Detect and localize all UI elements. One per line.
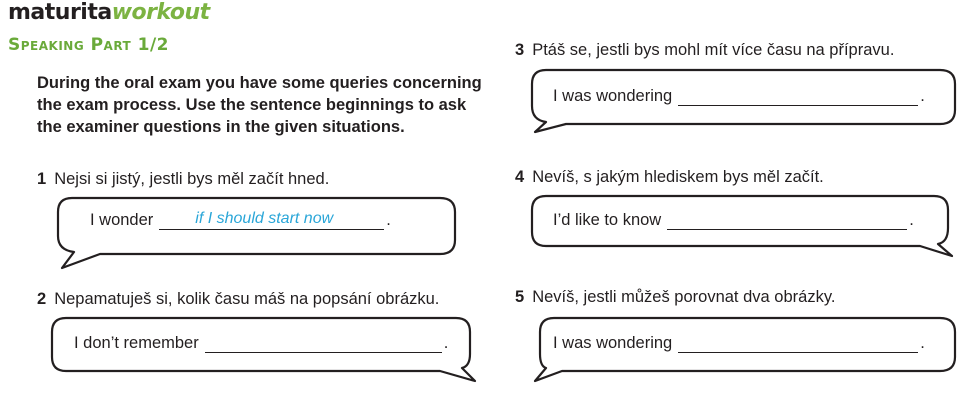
sentence-stem: I’d like to know [553, 211, 662, 229]
answer-field[interactable] [678, 86, 918, 106]
task-prompt-text: Nevíš, jestli můžeš porovnat dva obrázky. [532, 288, 836, 306]
task-5-sentence [553, 333, 925, 353]
task-5-prompt [515, 288, 835, 307]
answer-text: if I should start now [195, 210, 334, 227]
sentence-end: . [909, 211, 914, 229]
speech-bubble-1 [58, 198, 455, 268]
task-number: 2 [37, 290, 47, 308]
task-4-sentence [553, 210, 914, 230]
task-3-prompt [515, 41, 894, 60]
instructions: During the oral exam you have some queries concerning the exam process. Use the sentence beginnings to ask the examiner questions in the given situations. [37, 74, 482, 136]
task-prompt-text: Nejsi si jistý, jestli bys měl začít hned. [54, 170, 330, 188]
task-2-prompt [37, 290, 439, 309]
sentence-stem: I was wondering [553, 87, 673, 105]
task-number: 1 [37, 170, 47, 188]
task-prompt-text: Ptáš se, jestli bys mohl mít více času na přípravu. [532, 41, 895, 59]
task-2-sentence [74, 333, 448, 353]
sentence-stem: I wonder [90, 211, 154, 229]
task-prompt-text: Nepamatuješ si, kolik času máš na popsání obrázku. [54, 290, 440, 308]
task-number: 3 [515, 41, 525, 59]
answer-field[interactable] [159, 210, 384, 230]
sentence-end: . [443, 334, 449, 352]
task-1-sentence [90, 210, 391, 230]
sentence-end: . [920, 334, 925, 352]
answer-field[interactable] [678, 333, 918, 353]
task-number: 5 [515, 288, 525, 306]
answer-field[interactable] [667, 210, 907, 230]
sentence-stem: I don’t remember [74, 334, 199, 352]
task-prompt-text: Nevíš, s jakým hlediskem bys měl začít. [532, 168, 824, 186]
task-4-prompt [515, 168, 824, 187]
section-subtitle: Speaking Part 1/2 [8, 35, 170, 55]
task-number: 4 [515, 168, 525, 186]
task-3-sentence [553, 86, 925, 106]
sentence-stem: I was wondering [553, 334, 673, 352]
brand-part1: maturita [8, 0, 112, 25]
brand-part2: workout [111, 0, 210, 25]
answer-field[interactable] [205, 333, 442, 353]
sentence-end: . [386, 211, 391, 229]
task-1-prompt [37, 170, 329, 189]
sentence-end: . [920, 87, 925, 105]
